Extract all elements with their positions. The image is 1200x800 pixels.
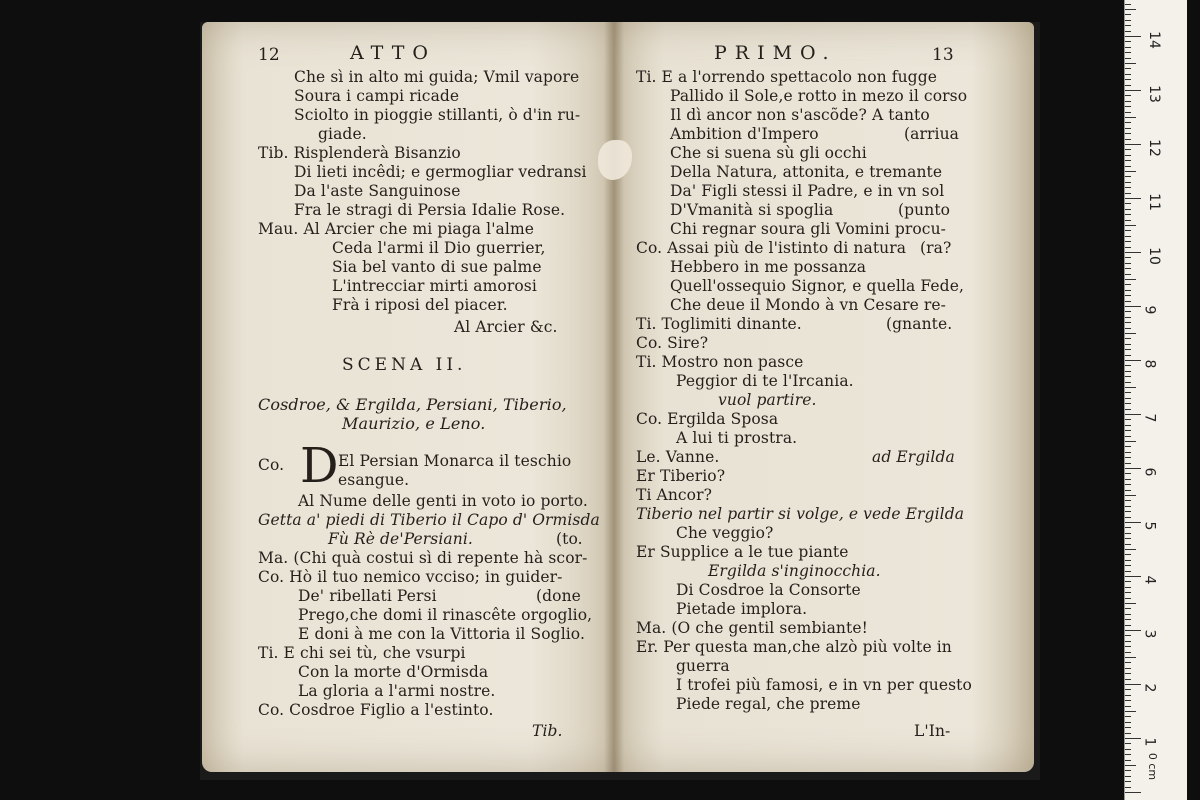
ruler-tick xyxy=(1125,371,1131,372)
ruler-tick xyxy=(1125,106,1131,107)
ruler-number: 1 xyxy=(1141,737,1158,747)
ruler-number: 3 xyxy=(1141,629,1158,639)
measuring-ruler xyxy=(1124,0,1187,800)
ruler-tick xyxy=(1125,544,1131,545)
text-line: Al Nume delle genti in voto io porto. xyxy=(298,492,588,510)
open-book xyxy=(200,22,1040,780)
text-line: Pallido il Sole,e rotto in mezo il corso xyxy=(670,87,968,105)
ruler-tick xyxy=(1125,182,1131,183)
ruler-tick xyxy=(1125,14,1131,15)
ruler-tick xyxy=(1125,241,1131,242)
text-line: Co. Hò il tuo nemico vcciso; in guider- xyxy=(258,568,563,586)
text-line: Fra le stragi di Persia Idalie Rose. xyxy=(294,201,566,219)
text-line: (ra? xyxy=(920,239,952,257)
ruler-tick xyxy=(1125,403,1131,404)
ruler-tick xyxy=(1125,9,1136,10)
ruler-tick xyxy=(1125,473,1131,474)
ruler-number: 4 xyxy=(1141,575,1158,585)
text-line: Ceda l'armi il Dio guerrier, xyxy=(332,239,546,257)
ruler-tick xyxy=(1125,619,1131,620)
text-line: Al Arcier &c. xyxy=(454,318,558,336)
ruler-tick xyxy=(1125,425,1131,426)
text-line: Ti. Mostro non pasce xyxy=(636,353,804,371)
catchword: L'In- xyxy=(914,722,951,740)
ruler-number: 13 xyxy=(1145,85,1162,103)
ruler-number: 7 xyxy=(1141,413,1158,423)
ruler-tick xyxy=(1125,252,1141,253)
text-line: I trofei più famosi, e in vn per questo xyxy=(676,676,972,694)
book-gutter xyxy=(604,22,624,772)
ruler-tick xyxy=(1125,738,1141,739)
ruler-tick xyxy=(1125,441,1136,442)
ruler-tick xyxy=(1125,47,1131,48)
stage-direction: vuol partire. xyxy=(718,391,817,409)
ruler-tick xyxy=(1125,500,1131,501)
ruler-tick xyxy=(1125,139,1131,140)
ruler-tick xyxy=(1125,187,1131,188)
ruler-tick xyxy=(1125,236,1131,237)
ruler-tick xyxy=(1125,58,1131,59)
ruler-tick xyxy=(1125,743,1131,744)
text-line: (arriua xyxy=(904,125,959,143)
stage-direction: Getta a' piedi di Tiberio il Capo d' Ormisda xyxy=(258,511,600,529)
stage-direction: Fù Rè de'Persiani. xyxy=(328,530,473,548)
ruler-tick xyxy=(1125,506,1131,507)
ruler-tick xyxy=(1125,722,1131,723)
ruler-tick xyxy=(1125,95,1131,96)
text-line: Peggior di te l'Ircania. xyxy=(676,372,854,390)
ruler-tick xyxy=(1125,133,1131,134)
ruler-tick xyxy=(1125,436,1131,437)
ruler-tick xyxy=(1125,668,1131,669)
ruler-tick xyxy=(1125,198,1141,199)
cast-list: Maurizio, e Leno. xyxy=(342,414,486,433)
ruler-tick xyxy=(1125,166,1131,167)
ruler-unit: 0 cm xyxy=(1146,752,1160,781)
ruler-tick xyxy=(1125,225,1136,226)
text-line: Con la morte d'Ormisda xyxy=(298,663,489,681)
text-line: Co. Ergilda Sposa xyxy=(636,410,779,428)
text-line: Piede regal, che preme xyxy=(676,695,861,713)
ruler-tick xyxy=(1125,382,1131,383)
text-line: Co. Sire? xyxy=(636,334,709,352)
ruler-tick xyxy=(1125,457,1131,458)
ruler-tick xyxy=(1125,592,1131,593)
text-line: Prego,che domi il rinascête orgoglio, xyxy=(298,606,593,624)
text-line: Er Supplice a le tue piante xyxy=(636,543,849,561)
ruler-tick xyxy=(1125,122,1131,123)
text-line: Ti. E a l'orrendo spettacolo non fugge xyxy=(636,68,938,86)
ruler-number: 8 xyxy=(1141,359,1158,369)
text-line: Tib. Risplenderà Bisanzio xyxy=(258,144,461,162)
scene-title: SCENA II. xyxy=(342,355,467,375)
ruler-tick xyxy=(1125,479,1131,480)
ruler-tick xyxy=(1125,144,1141,145)
text-line: Ma. (Chi quà costui sì di repente hà scor- xyxy=(258,549,588,567)
ruler-tick xyxy=(1125,322,1131,323)
text-line: (punto xyxy=(898,201,951,219)
ruler-tick xyxy=(1125,716,1131,717)
ruler-tick xyxy=(1125,160,1131,161)
ruler-tick xyxy=(1125,398,1131,399)
text-line: Er. Per questa man,che alzò più volte in xyxy=(636,638,952,656)
ruler-tick xyxy=(1125,31,1131,32)
ruler-tick xyxy=(1125,792,1141,793)
ruler-tick xyxy=(1125,52,1131,53)
ruler-number: 5 xyxy=(1141,521,1158,531)
running-head-left: ATTO xyxy=(350,42,436,64)
text-line: Che veggio? xyxy=(676,524,774,542)
ruler-tick xyxy=(1125,274,1131,275)
stage-direction: Ergilda s'inginocchia. xyxy=(708,562,881,580)
text-line: Il dì ancor non s'ascõde? A tanto xyxy=(670,106,930,124)
ruler-tick xyxy=(1125,25,1131,26)
ruler-tick xyxy=(1125,230,1131,231)
ruler-tick xyxy=(1125,625,1131,626)
text-line: Soura i campi ricade xyxy=(294,87,460,105)
ruler-tick xyxy=(1125,419,1131,420)
ruler-tick xyxy=(1125,392,1131,393)
text-line: Pietade implora. xyxy=(676,600,808,618)
ruler-tick xyxy=(1125,635,1131,636)
ruler-tick xyxy=(1125,20,1131,21)
ruler-tick xyxy=(1125,63,1136,64)
page-number-left: 12 xyxy=(258,45,280,65)
text-line: L'intrecciar mirti amorosi xyxy=(332,277,537,295)
ruler-tick xyxy=(1125,214,1131,215)
ruler-tick xyxy=(1125,662,1131,663)
ruler-tick xyxy=(1125,263,1131,264)
text-line: Le. Vanne. xyxy=(636,448,720,466)
text-line: Ti Ancor? xyxy=(636,486,713,504)
ruler-tick xyxy=(1125,112,1131,113)
ruler-tick xyxy=(1125,560,1131,561)
ruler-tick xyxy=(1125,787,1131,788)
ruler-tick xyxy=(1125,344,1131,345)
ruler-tick xyxy=(1125,554,1131,555)
text-line: (to. xyxy=(556,530,583,548)
ruler-tick xyxy=(1125,257,1131,258)
ruler-tick xyxy=(1125,495,1136,496)
speaker-label: Co. xyxy=(258,456,285,474)
text-line: A lui ti prostra. xyxy=(676,429,798,447)
ruler-tick xyxy=(1125,430,1131,431)
ruler-tick xyxy=(1125,155,1131,156)
ruler-tick xyxy=(1125,765,1136,766)
ruler-tick xyxy=(1125,581,1131,582)
text-line: (gnante. xyxy=(886,315,953,333)
ruler-tick xyxy=(1125,317,1131,318)
text-line: E doni à me con la Vittoria il Soglio. xyxy=(298,625,585,643)
ruler-tick xyxy=(1125,533,1131,534)
ruler-tick xyxy=(1125,652,1131,653)
ruler-tick xyxy=(1125,4,1131,5)
ruler-tick xyxy=(1125,603,1136,604)
stage-direction: Tiberio nel partir si volge, e vede Ergilda xyxy=(636,505,965,523)
ruler-tick xyxy=(1125,247,1131,248)
text-line: Ambition d'Impero xyxy=(670,125,819,143)
ruler-tick xyxy=(1125,355,1131,356)
ruler-tick xyxy=(1125,376,1131,377)
ruler-tick xyxy=(1125,484,1131,485)
text-line: Sciolto in pioggie stillanti, ò d'in ru- xyxy=(294,106,581,124)
ruler-number: 2 xyxy=(1141,683,1158,693)
text-line: D'Vmanità si spoglia xyxy=(670,201,834,219)
ruler-tick xyxy=(1125,754,1131,755)
ruler-number: 12 xyxy=(1145,139,1162,157)
ruler-tick xyxy=(1125,770,1131,771)
ruler-tick xyxy=(1125,36,1141,37)
stage-direction: ad Ergilda xyxy=(872,448,955,466)
ruler-tick xyxy=(1125,538,1131,539)
ruler-tick xyxy=(1125,365,1131,366)
ruler-tick xyxy=(1125,117,1136,118)
ruler-tick xyxy=(1125,79,1131,80)
ruler-number: 10 xyxy=(1145,247,1162,265)
ruler-tick xyxy=(1125,301,1131,302)
ruler-tick xyxy=(1125,608,1131,609)
ruler-tick xyxy=(1125,284,1131,285)
right-page xyxy=(614,22,1034,772)
ruler-tick xyxy=(1125,128,1131,129)
ruler-tick xyxy=(1125,565,1131,566)
text-line: Ti. E chi sei tù, che vsurpi xyxy=(258,644,466,662)
text-line: El Persian Monarca il teschio xyxy=(338,452,572,470)
text-line: Quell'ossequio Signor, e quella Fede, xyxy=(670,277,965,295)
text-line: Ma. (O che gentil sembiante! xyxy=(636,619,868,637)
ruler-tick xyxy=(1125,360,1141,361)
text-line: Di lieti incêdi; e germogliar vedransi xyxy=(294,163,587,181)
ruler-tick xyxy=(1125,684,1141,685)
ruler-tick xyxy=(1125,328,1131,329)
ruler-tick xyxy=(1125,781,1131,782)
text-line: Hebbero in me possanza xyxy=(670,258,867,276)
ruler-tick xyxy=(1125,41,1131,42)
ruler-tick xyxy=(1125,414,1141,415)
ruler-tick xyxy=(1125,193,1131,194)
ruler-tick xyxy=(1125,446,1131,447)
ruler-tick xyxy=(1125,727,1131,728)
ruler-tick xyxy=(1125,349,1131,350)
ruler-tick xyxy=(1125,409,1131,410)
ruler-tick xyxy=(1125,576,1141,577)
ruler-tick xyxy=(1125,295,1131,296)
ruler-tick xyxy=(1125,646,1131,647)
ruler-tick xyxy=(1125,700,1131,701)
ruler-tick xyxy=(1125,614,1131,615)
text-line: Che sì in alto mi guida; Vmil vapore xyxy=(294,68,580,86)
text-line: De' ribellati Persi xyxy=(298,587,437,605)
ruler-tick xyxy=(1125,176,1131,177)
ruler-tick xyxy=(1125,268,1131,269)
ruler-tick xyxy=(1125,290,1131,291)
ruler-tick xyxy=(1125,149,1131,150)
ruler-tick xyxy=(1125,306,1141,307)
ruler-tick xyxy=(1125,679,1131,680)
ruler-tick xyxy=(1125,101,1131,102)
text-line: Co. Assai più de l'istinto di natura xyxy=(636,239,907,257)
ruler-tick xyxy=(1125,711,1136,712)
ruler-tick xyxy=(1125,706,1131,707)
drop-cap: D xyxy=(300,438,339,494)
ruler-tick xyxy=(1125,463,1131,464)
ruler-tick xyxy=(1125,733,1131,734)
ruler-tick xyxy=(1125,549,1136,550)
text-line: Da' Figli stessi il Padre, e in vn sol xyxy=(670,182,945,200)
ruler-tick xyxy=(1125,85,1131,86)
text-line: Da l'aste Sanguinose xyxy=(294,182,461,200)
catchword: Tib. xyxy=(532,722,563,740)
text-line: esangue. xyxy=(338,471,410,489)
ruler-number: 14 xyxy=(1145,31,1162,49)
ruler-tick xyxy=(1125,220,1131,221)
text-line: Di Cosdroe la Consorte xyxy=(676,581,861,599)
ruler-tick xyxy=(1125,452,1131,453)
ruler-tick xyxy=(1125,760,1131,761)
text-line: Chi regnar soura gli Vomini procu- xyxy=(670,220,946,238)
text-line: (done xyxy=(536,587,581,605)
ruler-tick xyxy=(1125,468,1141,469)
ruler-tick xyxy=(1125,673,1131,674)
text-line: Frà i riposi del piacer. xyxy=(332,296,508,314)
ruler-tick xyxy=(1125,527,1131,528)
ruler-tick xyxy=(1125,517,1131,518)
cast-list: Cosdroe, & Ergilda, Persiani, Tiberio, xyxy=(258,395,567,414)
ruler-tick xyxy=(1125,490,1131,491)
ruler-number: 9 xyxy=(1141,305,1158,315)
ruler-tick xyxy=(1125,90,1141,91)
ruler-tick xyxy=(1125,279,1136,280)
text-line: La gloria a l'armi nostre. xyxy=(298,682,496,700)
text-line: Ti. Toglimiti dinante. xyxy=(636,315,802,333)
text-line: Mau. Al Arcier che mi piaga l'alme xyxy=(258,220,535,238)
text-line: giade. xyxy=(318,125,367,143)
text-line: Che deue il Mondo à vn Cesare re- xyxy=(670,296,947,314)
ruler-tick xyxy=(1125,74,1131,75)
ruler-tick xyxy=(1125,641,1131,642)
ruler-tick xyxy=(1125,657,1136,658)
text-line: Er Tiberio? xyxy=(636,467,726,485)
ruler-tick xyxy=(1125,571,1131,572)
ruler-tick xyxy=(1125,387,1136,388)
ruler-tick xyxy=(1125,171,1136,172)
text-line: Sia bel vanto di sue palme xyxy=(332,258,542,276)
ruler-tick xyxy=(1125,749,1131,750)
text-line: guerra xyxy=(676,657,730,675)
ruler-number: 6 xyxy=(1141,467,1158,477)
ruler-tick xyxy=(1125,311,1131,312)
ruler-tick xyxy=(1125,776,1131,777)
ruler-tick xyxy=(1125,209,1131,210)
ruler-tick xyxy=(1125,587,1131,588)
ruler-tick xyxy=(1125,203,1131,204)
ruler-tick xyxy=(1125,695,1131,696)
ruler-tick xyxy=(1125,689,1131,690)
page-number-right: 13 xyxy=(932,45,954,65)
ruler-tick xyxy=(1125,598,1131,599)
ruler-number: 11 xyxy=(1145,193,1162,211)
text-line: Che si suena sù gli occhi xyxy=(670,144,867,162)
ruler-tick xyxy=(1125,630,1141,631)
left-page xyxy=(202,22,614,772)
ruler-tick xyxy=(1125,338,1131,339)
text-line: Co. Cosdroe Figlio a l'estinto. xyxy=(258,701,494,719)
ruler-tick xyxy=(1125,68,1131,69)
text-line: Della Natura, attonita, e tremante xyxy=(670,163,943,181)
ruler-tick xyxy=(1125,522,1141,523)
running-head-right: PRIMO. xyxy=(714,42,837,64)
ruler-tick xyxy=(1125,333,1136,334)
ruler-tick xyxy=(1125,511,1131,512)
